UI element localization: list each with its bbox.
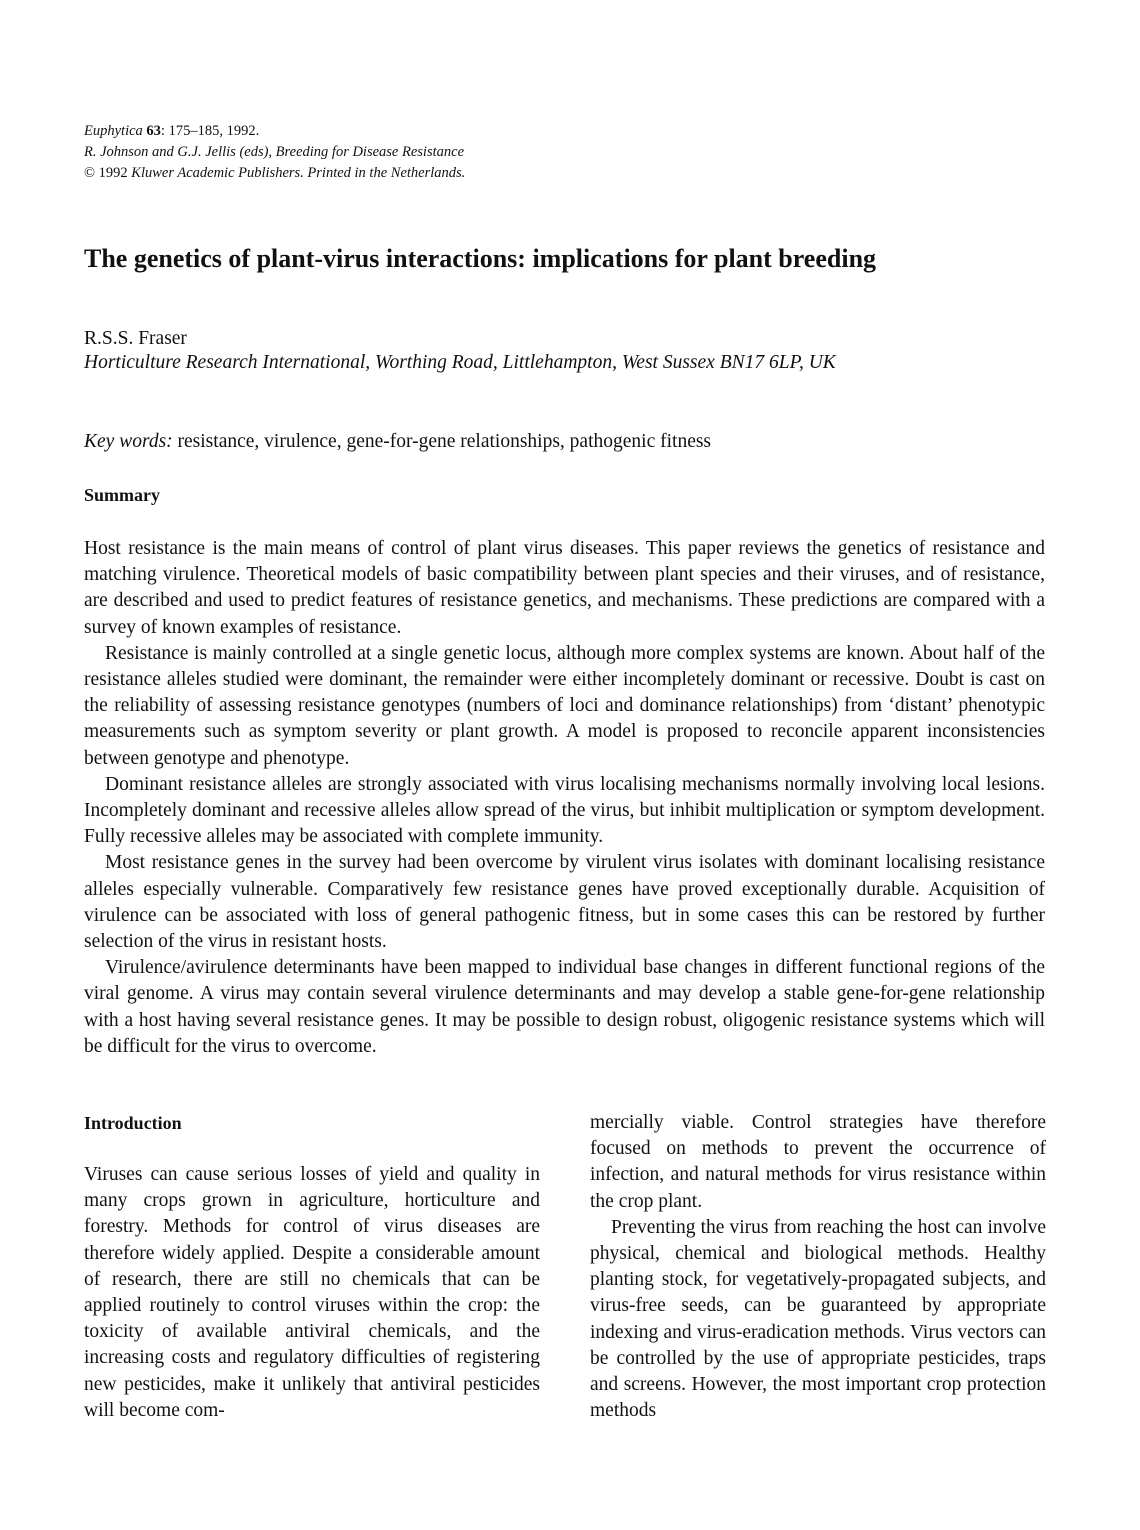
introduction-left-column — [84, 1162, 540, 1424]
citation-header — [84, 121, 465, 184]
keywords — [84, 430, 711, 454]
summary-paragraph: Host resistance is the main means of control of plant virus diseases. This paper reviews the genetics of resistance and matching virulence. Theoretical models of basic compatibility between plant species and their viruses, and of resistance, are described and used to predict features of resistance genetics, and mechanisms. These predictions are compared with a survey of known examples of resistance. — [84, 538, 1045, 638]
summary-paragraph: Resistance is mainly controlled at a single genetic locus, although more complex systems are known. About half of the resistance alleles studied were dominant, the remainder were either incompletely dominant or recessive. Doubt is cast on the reliability of assessing resistance genotypes (numbers of loci and dominance relationships) from ‘distant’ phenotypic measurements such as symptom severity or plant growth. A model is proposed to reconcile apparent inconsistencies between genotype and phenotype. — [84, 642, 1045, 769]
introduction-paragraph: mercially viable. Control strategies have therefore focused on methods to prevent the occurrence of infection, and natural methods for virus resistance within the crop plant. — [590, 1112, 1046, 1212]
summary-heading: Summary — [84, 485, 160, 505]
keywords-label: Key words: — [84, 431, 173, 452]
keywords-text: resistance, virulence, gene-for-gene relationships, pathogenic fitness — [172, 431, 712, 452]
introduction-right-column — [590, 1110, 1046, 1424]
summary-body — [84, 536, 1045, 1060]
journal-name: Euphytica — [84, 123, 143, 139]
author-name: R.S.S. Fraser — [84, 328, 187, 349]
summary-paragraph: Dominant resistance alleles are strongly associated with virus localising mechanisms normally involving local lesions. Incompletely dominant and recessive alleles allow spread of the virus, but inhibit multiplication or symptom development. Fully recessive alleles may be associated with complete immunity. — [84, 773, 1045, 848]
journal-pages-year: : 175–185, 1992. — [160, 123, 260, 139]
copyright-symbol: © — [84, 165, 96, 181]
author-affiliation: Horticulture Research International, Worthing Road, Littlehampton, West Sussex BN17 6LP, UK — [84, 352, 836, 373]
summary-paragraph: Virulence/avirulence determinants have been mapped to individual base changes in different functional regions of the viral genome. A virus may contain several virulence determinants and may develop a stable gene-for-gene relationship with a host having several resistance genes. It may be possible to design robust, oligogenic resistance systems which will be difficult for the virus to overcome. — [84, 957, 1045, 1057]
introduction-heading: Introduction — [84, 1113, 182, 1133]
introduction-paragraph: Preventing the virus from reaching the host can involve physical, chemical and biological methods. Healthy planting stock, for vegetatively-propagated subjects, and virus-free seeds, can be guaranteed by appropriate indexing and virus-eradication methods. Virus vectors can be controlled by the use of appropriate pesticides, traps and screens. However, the most important crop protection methods — [590, 1216, 1046, 1422]
journal-volume: 63 — [146, 123, 161, 139]
paper-title: The genetics of plant-virus interactions: implications for plant breeding — [84, 244, 877, 273]
publisher-text: Kluwer Academic Publishers. Printed in the Netherlands. — [131, 165, 466, 181]
introduction-paragraph: Viruses can cause serious losses of yield and quality in many crops grown in agriculture, horticulture and forestry. Methods for control of virus diseases are therefore widely applied. Despite a considerable amount of research, there are still no chemicals that can be applied routinely to control viruses within the crop: the toxicity of available antiviral chemicals, and the increasing costs and regulatory difficulties of registering new pesticides, make it unlikely that antiviral pesticides will become com- — [84, 1164, 540, 1421]
editors-line: R. Johnson and G.J. Jellis (eds), Breeding for Disease Resistance — [84, 144, 465, 160]
summary-paragraph: Most resistance genes in the survey had been overcome by virulent virus isolates with dominant localising resistance alleles especially vulnerable. Comparatively few resistance genes have proved exceptionally durable. Acquisition of virulence can be associated with loss of general pathogenic fitness, but in some cases this can be restored by further selection of the virus in resistant hosts. — [84, 852, 1045, 953]
copyright-year: 1992 — [95, 165, 132, 181]
copyright-line — [84, 163, 465, 184]
journal-citation — [84, 121, 465, 142]
